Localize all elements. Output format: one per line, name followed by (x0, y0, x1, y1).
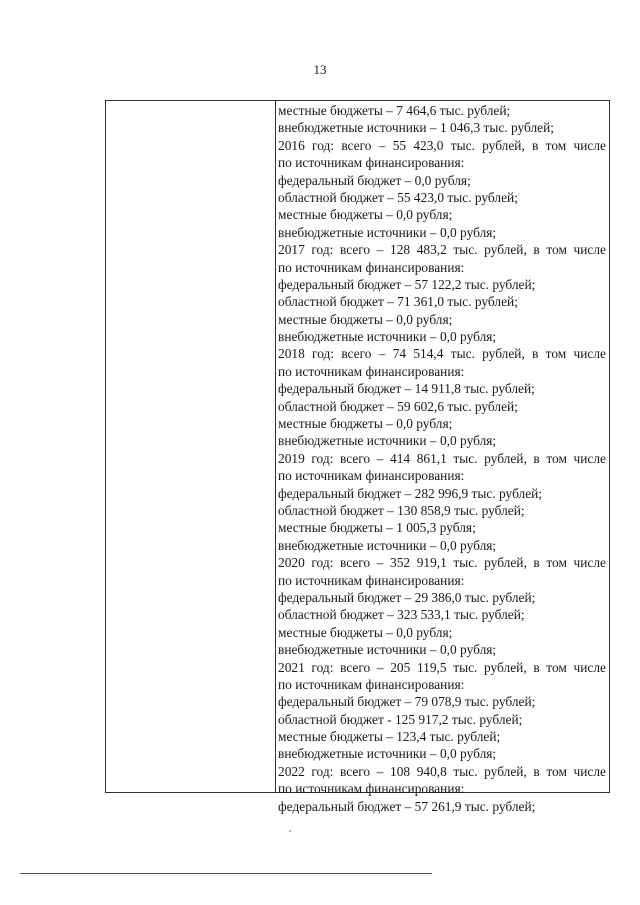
table-line: внебюджетные источники – 1 046,3 тыс. рублей; (278, 120, 555, 136)
table-line: 2022 год: всего – 108 940,8 тыс. рублей, в том числе (278, 763, 606, 779)
table-line: областной бюджет – 55 423,0 тыс. рублей; (278, 189, 518, 205)
table-line: местные бюджеты – 0,0 рубля; (278, 624, 453, 640)
table-line: федеральный бюджет – 14 911,8 тыс. рублей; (278, 381, 535, 397)
table-line: 2018 год: всего – 74 514,4 тыс. рублей, в том числе (278, 346, 606, 362)
table-line: местные бюджеты – 1 005,3 рубля; (278, 520, 476, 536)
table-line: по источникам финансирования: (278, 572, 465, 588)
table-line: федеральный бюджет – 29 386,0 тыс. рублей; (278, 589, 536, 605)
table-line: по источникам финансирования: (278, 781, 465, 797)
table-line: федеральный бюджет – 57 122,2 тыс. рублей; (278, 276, 536, 292)
table-line: федеральный бюджет – 282 996,9 тыс. рублей; (278, 485, 543, 501)
table-line: местные бюджеты – 7 464,6 тыс. рублей; (278, 103, 511, 118)
table-line: внебюджетные источники – 0,0 рубля; (278, 642, 497, 658)
table-line: областной бюджет – 130 858,9 тыс. рублей; (278, 502, 525, 518)
table-right-cell (276, 101, 609, 814)
scan-artifact-dot (289, 830, 291, 832)
table-line: областной бюджет – 71 361,0 тыс. рублей; (278, 294, 518, 310)
footer-rule (20, 873, 432, 874)
table-line: федеральный бюджет – 0,0 рубля; (278, 172, 471, 188)
table-line: внебюджетные источники – 0,0 рубля; (278, 329, 497, 345)
table-line: местные бюджеты – 0,0 рубля; (278, 416, 453, 432)
table-line: внебюджетные источники – 0,0 рубля; (278, 433, 497, 449)
table-line: местные бюджеты – 0,0 рубля; (278, 207, 453, 223)
table-left-cell (106, 101, 276, 792)
table-line: 2019 год: всего – 414 861,1 тыс. рублей, в том числе (278, 450, 606, 466)
table-line: по источникам финансирования: (278, 155, 465, 171)
table-line: 2016 год: всего – 55 423,0 тыс. рублей, в том числе (278, 137, 606, 153)
funding-table (105, 100, 610, 814)
page-number: 13 (313, 62, 327, 77)
table-line: по источникам финансирования: (278, 676, 465, 692)
table-line: внебюджетные источники – 0,0 рубля; (278, 746, 497, 762)
table-line: 2021 год: всего – 205 119,5 тыс. рублей, в том числе (278, 659, 606, 675)
table-line: федеральный бюджет – 79 078,9 тыс. рублей; (278, 694, 536, 710)
table-line: 2017 год: всего – 128 483,2 тыс. рублей, в том числе (278, 242, 606, 258)
table-line: местные бюджеты – 123,4 тыс. рублей; (278, 729, 501, 745)
table-line: областной бюджет – 323 533,1 тыс. рублей; (278, 607, 525, 623)
table-line: по источникам финансирования: (278, 363, 465, 379)
table-line: по источникам финансирования: (278, 468, 465, 484)
table-line: внебюджетные источники – 0,0 рубля; (278, 537, 497, 553)
table-line: федеральный бюджет – 57 261,9 тыс. рублей; (278, 798, 536, 814)
table-line: областной бюджет - 125 917,2 тыс. рублей; (278, 711, 523, 727)
table-line: внебюджетные источники – 0,0 рубля; (278, 224, 497, 240)
table-line: областной бюджет – 59 602,6 тыс. рублей; (278, 398, 518, 414)
table-line: 2020 год: всего – 352 919,1 тыс. рублей, в том числе (278, 555, 606, 571)
table-line: по источникам финансирования: (278, 259, 465, 275)
table-line: местные бюджеты – 0,0 рубля; (278, 311, 453, 327)
